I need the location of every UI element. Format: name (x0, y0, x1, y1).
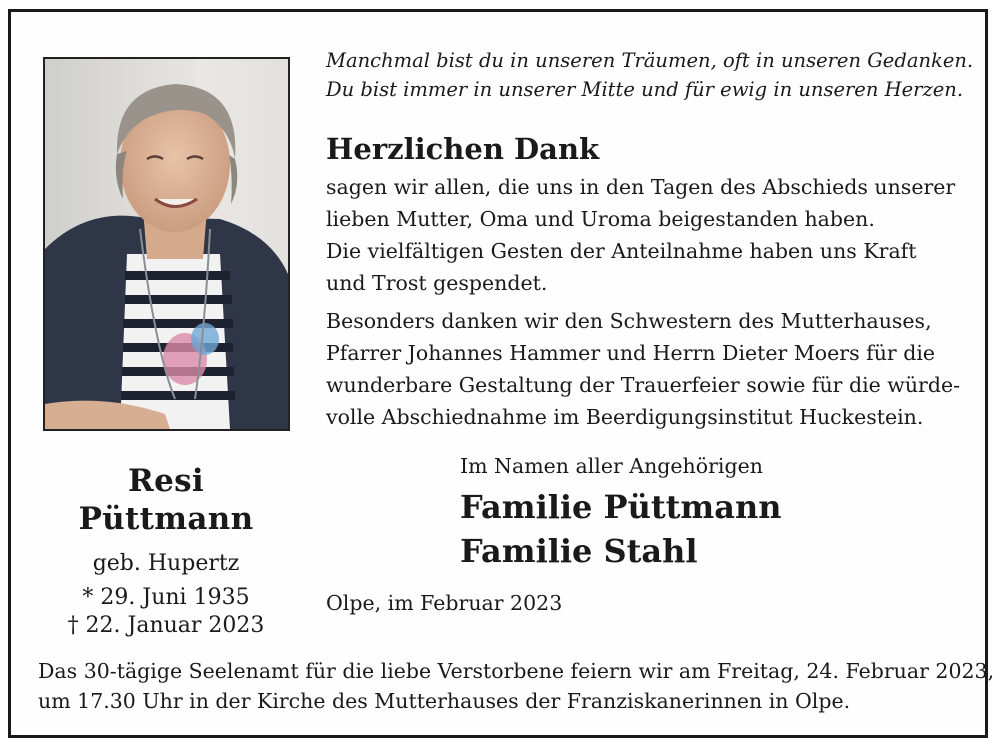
family-signature: Familie Stahl (460, 532, 698, 570)
text-line: volle Abschiednahme im Beerdigungsinstitut Huckestein. (326, 405, 924, 429)
text-line: Pfarrer Johannes Hammer und Herrn Dieter Moers für die (326, 341, 936, 365)
memorial-quote (326, 46, 976, 104)
text-line: und Trost gespendet. (326, 271, 548, 295)
text-line: sagen wir allen, die uns in den Tagen des Abschieds unserer (326, 175, 956, 199)
thanks-body (326, 171, 966, 433)
requiem-notice (38, 656, 995, 716)
birth-name: geb. Hupertz (92, 551, 240, 576)
deceased-info (40, 462, 292, 640)
family-signature: Familie Püttmann (460, 488, 782, 526)
text-line: Das 30-tägige Seelenamt für die liebe Verstorbene feiern wir am Freitag, 24. Februar 2023, (38, 659, 995, 683)
text-line: lieben Mutter, Oma und Uroma beigestanden haben. (326, 207, 875, 231)
quote-line: Manchmal bist du in unseren Träumen, oft in unseren Gedanken. (326, 49, 974, 72)
text-line: Besonders danken wir den Schwestern des Mutterhauses, (326, 309, 932, 333)
quote-line: Du bist immer in unserer Mitte und für ewig in unseren Herzen. (326, 78, 964, 101)
text-line: wunderbare Gestaltung der Trauerfeier sowie für die würde- (326, 373, 961, 397)
birth-date: * 29. Juni 1935 (82, 585, 250, 610)
on-behalf-text: Im Namen aller Angehörigen (460, 454, 763, 478)
thanks-paragraph (326, 305, 966, 433)
deceased-name: Resi Püttmann (78, 463, 254, 537)
text-line: Die vielfältigen Gesten der Anteilnahme haben uns Kraft (326, 239, 917, 263)
portrait-photo (43, 57, 290, 431)
thanks-paragraph (326, 171, 966, 299)
thanks-heading: Herzlichen Dank (326, 132, 600, 166)
death-date: † 22. Januar 2023 (67, 613, 265, 638)
text-line: um 17.30 Uhr in der Kirche des Mutterhauses der Franziskanerinnen in Olpe. (38, 689, 851, 713)
place-date: Olpe, im Februar 2023 (326, 591, 563, 615)
